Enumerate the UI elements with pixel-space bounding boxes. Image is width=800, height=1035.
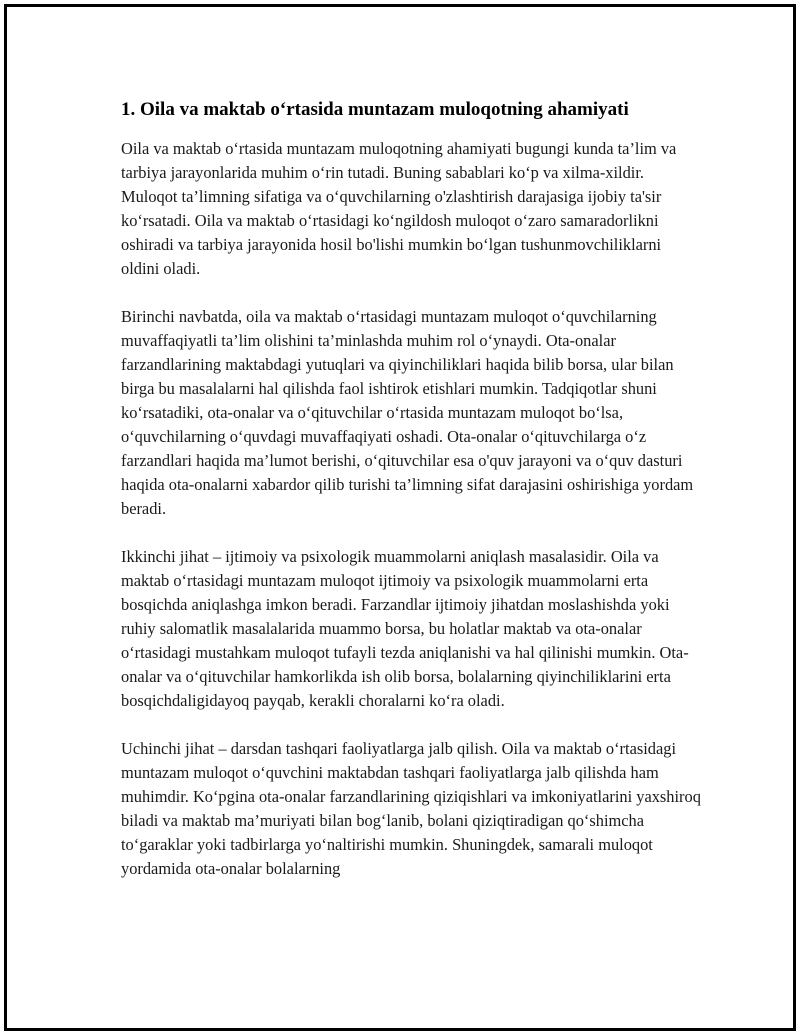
section-heading: 1. Oila va maktab o‘rtasida muntazam muloqotning ahamiyati [121,99,629,120]
document-body [121,97,701,905]
paragraph-third-aspect: Uchinchi jihat – darsdan tashqari faoliyatlarga jalb qilish. Oila va maktab o‘rtasidagi muntazam muloqot o‘quvchini maktabdan tashqari faoliyatlarga jalb qilishda ham muhimdir. Ko‘pgina ota-onalar farzandlarining qiziqishlari va imkoniyatlarini yaxshiroq biladi va maktab ma’muriyati bilan bog‘lanib, bolani qiziqtiradigan qo‘shimcha to‘garaklar yoki tadbirlarga yo‘naltirishi mumkin. Shuningdek, samarali muloqot yordamida ota-onalar bolalarning [121,739,701,878]
paragraph-intro: Oila va maktab o‘rtasida muntazam muloqotning ahamiyati bugungi kunda ta’lim va tarbiya jarayonlarida muhim o‘rin tutadi. Buning sabablari ko‘p va xilma-xildir. Muloqot ta’limning sifatiga va o‘quvchilarning o'zlashtirish darajasiga ijobiy ta'sir ko‘rsatadi. Oila va maktab o‘rtasidagi ko‘ngildosh muloqot o‘zaro samaradorlikni oshiradi va tarbiya jarayonida hosil bo'lishi mumkin bo‘lgan tushunmovchiliklarni oldini oladi. [121,139,677,278]
paragraph-second-aspect: Ikkinchi jihat – ijtimoiy va psixologik muammolarni aniqlash masalasidir. Oila va maktab o‘rtasidagi muntazam muloqot ijtimoiy va psixologik muammolarni erta bosqichda aniqlashga imkon beradi. Farzandlar ijtimoiy jihatdan moslashishda yoki ruhiy salomatlik masalalarida muammo borsa, bu holatlar maktab va ota-onalar o‘rtasidagi mustahkam muloqot tufayli tezda aniqlanishi va hal qilinishi mumkin. Ota-onalar va o‘qituvchilar hamkorlikda ish olib borsa, bolalarning qiyinchiliklarini erta bosqichdaligidayoq payqab, kerakli choralarni ko‘ra oladi. [121,547,689,710]
paragraph-first-aspect: Birinchi navbatda, oila va maktab o‘rtasidagi muntazam muloqot o‘quvchilarning muvaffaqiyatli ta’lim olishini ta’minlashda muhim rol o‘ynaydi. Ota-onalar farzandlarining maktabdagi yutuqlari va qiyinchiliklari haqida bilib borsa, ular bilan birga bu masalalarni hal qilishda faol ishtirok etishlari mumkin. Tadqiqotlar shuni ko‘rsatadiki, ota-onalar va o‘qituvchilar o‘rtasida muntazam muloqot bo‘lsa, o‘quvchilarning o‘quvdagi muvaffaqiyati oshadi. Ota-onalar o‘qituvchilarga o‘z farzandlari haqida ma’lumot berishi, o‘qituvchilar esa o'quv jarayoni va o‘quv dasturi haqida ota-onalarni xabardor qilib turishi ta’limning sifat darajasini oshirishiga yordam beradi. [121,307,694,518]
page-frame [4,4,796,1031]
